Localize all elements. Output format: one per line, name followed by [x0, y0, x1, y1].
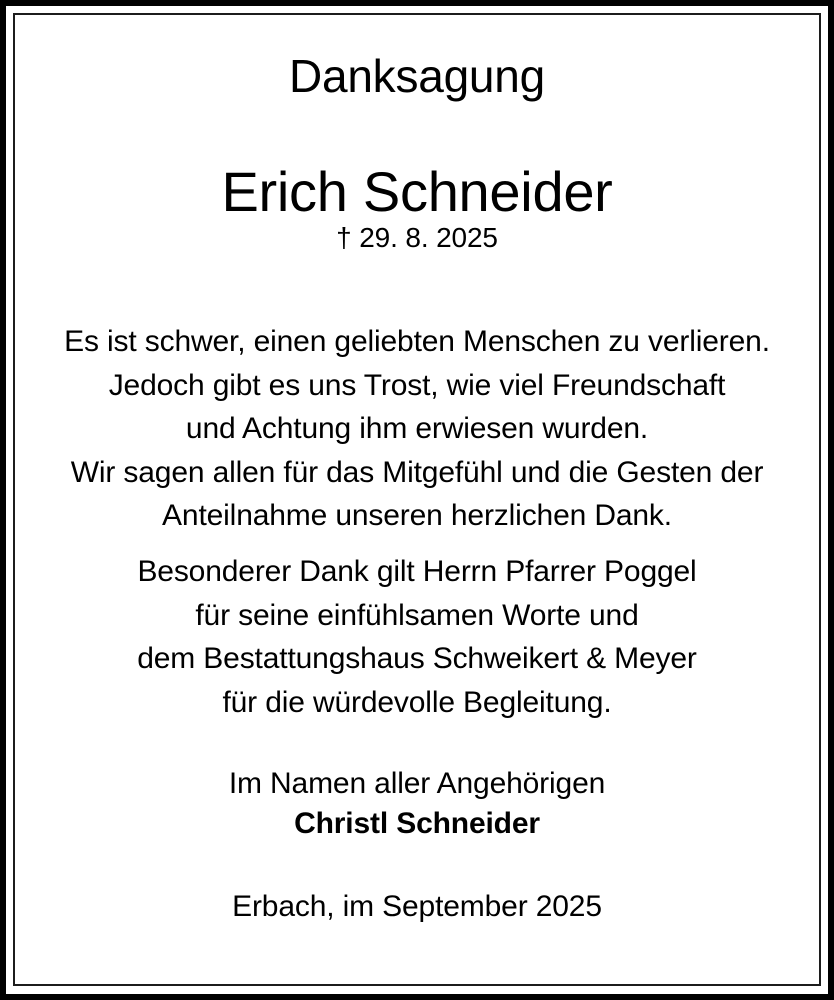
closing-intro: Im Namen aller Angehörigen	[228, 767, 606, 800]
thanks-line: Besonderer Dank gilt Herrn Pfarrer Poggel	[137, 555, 697, 588]
thanks-line: für seine einfühlsamen Worte und	[195, 598, 639, 632]
place-and-date: Erbach, im September 2025	[232, 890, 602, 923]
signature-name: Christl Schneider	[294, 807, 540, 840]
thanks-paragraph	[0, 550, 834, 724]
condolence-line: Es ist schwer, einen geliebten Menschen zu verlieren.	[64, 325, 770, 358]
thanks-line: dem Bestattungshaus Schweikert & Meyer	[137, 642, 697, 675]
notice-title: Danksagung	[288, 50, 545, 102]
deceased-name: Erich Schneider	[221, 160, 613, 223]
condolence-line: Anteilnahme unseren herzlichen Dank.	[162, 499, 672, 532]
condolence-paragraph	[0, 320, 834, 538]
condolence-line: und Achtung ihm erwiesen wurden.	[185, 412, 649, 445]
condolence-line: Wir sagen allen für das Mitgefühl und die Gesten der	[70, 455, 764, 489]
condolence-line: Jedoch gibt es uns Trost, wie viel Freundschaft	[108, 368, 726, 402]
thanks-line: für die würdevolle Begleitung.	[222, 685, 612, 719]
death-date: † 29. 8. 2025	[336, 222, 498, 253]
